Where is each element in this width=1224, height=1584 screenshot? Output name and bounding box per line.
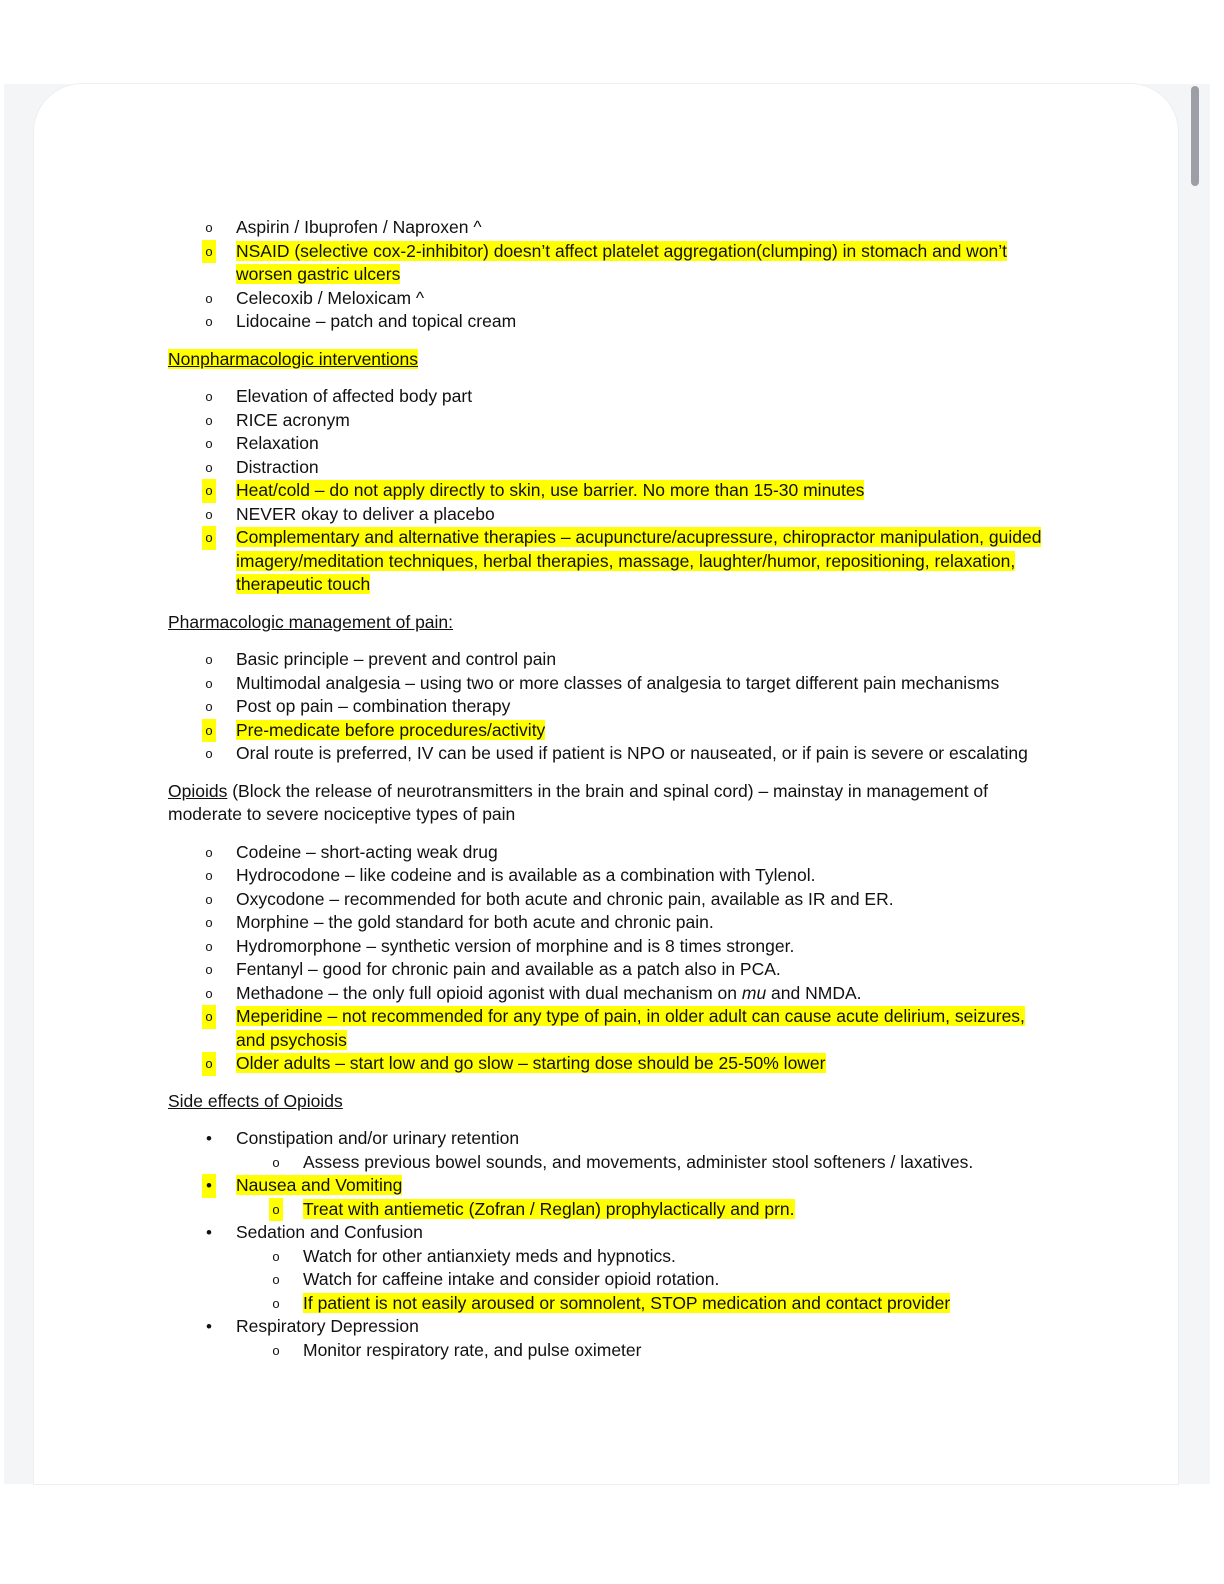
list-item-text: Hydromorphone – synthetic version of morphine and is 8 times stronger.: [236, 935, 795, 956]
methadone-text-end: and NMDA.: [766, 982, 862, 1003]
scrollbar-thumb[interactable]: [1191, 86, 1199, 186]
open-bullet-icon: o: [205, 675, 213, 691]
list-item: [168, 911, 1048, 935]
open-bullet-icon: o: [205, 436, 213, 451]
open-bullet-icon: o: [202, 719, 216, 743]
list-item-text: Morphine – the gold standard for both acute and chronic pain.: [236, 912, 714, 932]
open-bullet-icon: o: [202, 1052, 216, 1076]
sub-list-item: [168, 1268, 1048, 1292]
list-item-text: NSAID (selective cox-2-inhibitor) doesn’t affect platelet aggregation(clumping) in stomach and won’t worsen gastric ulcers: [236, 240, 1008, 284]
disc-bullet-icon: •: [206, 1317, 212, 1336]
scrollbar-track[interactable]: [1184, 84, 1208, 1484]
document-content: [168, 216, 1048, 1362]
list-item-text: Post op pain – combination therapy: [236, 696, 511, 716]
sub-list-item: [168, 1151, 1048, 1175]
list-item: [168, 864, 1048, 888]
list-item: [168, 456, 1048, 480]
open-bullet-icon: o: [205, 459, 213, 475]
list-item: [168, 385, 1048, 409]
list-item-text: Respiratory Depression: [236, 1316, 419, 1336]
list-item-text: [236, 983, 862, 1003]
list-item-text: Fentanyl – good for chronic pain and available as a patch also in PCA.: [236, 959, 781, 979]
list-item: [168, 409, 1048, 433]
side-effects-heading: Side effects of Opioids: [168, 1090, 343, 1111]
open-bullet-icon: o: [272, 1295, 280, 1311]
section-heading: [168, 1090, 1048, 1114]
list-item: [168, 695, 1048, 719]
open-bullet-icon: o: [205, 891, 213, 907]
list-item-text: RICE acronym: [236, 409, 350, 430]
nonpharm-heading: Nonpharmacologic interventions: [168, 348, 418, 369]
open-bullet-icon: o: [272, 1342, 280, 1358]
methadone-text: Methadone – the only full opioid agonist with dual mechanism on: [236, 982, 742, 1003]
list-item: [168, 719, 1048, 743]
open-bullet-icon: o: [205, 412, 213, 428]
open-bullet-icon: o: [205, 868, 213, 883]
list-item-text: Assess previous bowel sounds, and movements, administer stool softeners / laxatives.: [303, 1151, 974, 1172]
disc-bullet-icon: •: [206, 1223, 212, 1242]
sub-list-item: [168, 1292, 1048, 1316]
list-item: [168, 216, 1048, 240]
list-item: [168, 240, 1048, 287]
open-bullet-icon: o: [269, 1198, 283, 1222]
list-item: [168, 958, 1048, 982]
section-heading: [168, 348, 1048, 372]
list-item: [168, 1174, 1048, 1198]
open-bullet-icon: o: [202, 526, 216, 550]
list-item: [168, 672, 1048, 696]
open-bullet-icon: o: [205, 962, 213, 977]
list-item: [168, 982, 1048, 1006]
pharm-heading: Pharmacologic management of pain:: [168, 611, 454, 632]
open-bullet-icon: o: [205, 915, 213, 930]
list-item-text: Pre-medicate before procedures/activity: [236, 719, 546, 740]
list-item: [168, 1052, 1048, 1076]
list-item-text: Older adults – start low and go slow – starting dose should be 25-50% lower: [236, 1053, 826, 1073]
open-bullet-icon: o: [205, 699, 213, 714]
list-item: [168, 479, 1048, 503]
list-item: [168, 1005, 1048, 1052]
opioid-list: [168, 841, 1048, 1076]
nonpharm-list: [168, 385, 1048, 597]
list-item-text: Aspirin / Ibuprofen / Naproxen ^: [236, 217, 482, 237]
list-item-text: Constipation and/or urinary retention: [236, 1128, 520, 1148]
list-item-text: Complementary and alternative therapies – acupuncture/acupressure, chiropractor manipulation, guided imagery/meditation techniques, herbal therapies, massage, laughter/humor, repositioning, relaxation, therapeutic touch: [236, 527, 1042, 594]
list-item: [168, 1127, 1048, 1151]
list-item: [168, 742, 1048, 766]
open-bullet-icon: o: [205, 220, 213, 235]
list-item: [168, 648, 1048, 672]
list-item: [168, 935, 1048, 959]
list-item-text: Lidocaine – patch and topical cream: [236, 311, 517, 331]
section-heading: [168, 611, 1048, 635]
list-item: [168, 526, 1048, 597]
list-item: [168, 888, 1048, 912]
sub-list-item: [168, 1198, 1048, 1222]
open-bullet-icon: o: [205, 389, 213, 404]
list-item-text: Heat/cold – do not apply directly to skin, use barrier. No more than 15-30 minutes: [236, 480, 865, 500]
open-bullet-icon: o: [205, 314, 213, 329]
list-item-text: Oral route is preferred, IV can be used if patient is NPO or nauseated, or if pain is severe or escalating: [236, 743, 1028, 763]
list-item-text: Codeine – short-acting weak drug: [236, 841, 498, 862]
open-bullet-icon: o: [272, 1154, 280, 1170]
list-item: [168, 1221, 1048, 1245]
side-effects-list: [168, 1127, 1048, 1362]
disc-bullet-icon: •: [206, 1129, 212, 1148]
open-bullet-icon: o: [205, 506, 213, 522]
nsaid-list: [168, 216, 1048, 334]
open-bullet-icon: o: [205, 290, 213, 306]
opioids-intro: (Block the release of neurotransmitters in the brain and spinal cord) – mainstay in management of moderate to severe nociceptive types of pain: [168, 780, 989, 824]
list-item-text: Nausea and Vomiting: [236, 1175, 403, 1195]
list-item-text: If patient is not easily aroused or somnolent, STOP medication and contact provider: [303, 1292, 951, 1313]
list-item: [168, 1315, 1048, 1339]
disc-bullet-icon: •: [202, 1174, 216, 1198]
list-item-text: Elevation of affected body part: [236, 386, 473, 406]
open-bullet-icon: o: [205, 652, 213, 667]
open-bullet-icon: o: [205, 938, 213, 954]
list-item: [168, 432, 1048, 456]
list-item-text: Multimodal analgesia – using two or more classes of analgesia to target different pain mechanisms: [236, 672, 1000, 693]
open-bullet-icon: o: [272, 1272, 280, 1287]
methadone-italic: mu: [741, 982, 767, 1003]
list-item-text: Celecoxib / Meloxicam ^: [236, 287, 425, 308]
open-bullet-icon: o: [205, 844, 213, 860]
sub-list-item: [168, 1339, 1048, 1363]
list-item-text: Sedation and Confusion: [236, 1222, 423, 1242]
list-item-text: Distraction: [236, 456, 319, 477]
list-item-text: NEVER okay to deliver a placebo: [236, 503, 495, 524]
open-bullet-icon: o: [202, 479, 216, 503]
opioids-paragraph: [168, 780, 1048, 827]
list-item-text: Hydrocodone – like codeine and is available as a combination with Tylenol.: [236, 865, 816, 885]
pharm-list: [168, 648, 1048, 766]
list-item-text: Meperidine – not recommended for any type of pain, in older adult can cause acute delirium, seizures, and psychosis: [236, 1006, 1025, 1050]
list-item: [168, 310, 1048, 334]
list-item: [168, 287, 1048, 311]
list-item-text: Monitor respiratory rate, and pulse oximeter: [303, 1339, 642, 1360]
open-bullet-icon: o: [205, 746, 213, 761]
list-item-text: Relaxation: [236, 433, 319, 453]
sub-list-item: [168, 1245, 1048, 1269]
list-item-text: Watch for caffeine intake and consider opioid rotation.: [303, 1269, 720, 1289]
list-item-text: Watch for other antianxiety meds and hypnotics.: [303, 1245, 676, 1266]
list-item: [168, 841, 1048, 865]
opioids-heading: Opioids: [168, 780, 228, 801]
open-bullet-icon: o: [272, 1248, 280, 1264]
list-item: [168, 503, 1048, 527]
open-bullet-icon: o: [202, 240, 216, 264]
list-item-text: Basic principle – prevent and control pain: [236, 649, 557, 669]
open-bullet-icon: o: [205, 985, 213, 1001]
list-item-text: Oxycodone – recommended for both acute and chronic pain, available as IR and ER.: [236, 888, 894, 909]
open-bullet-icon: o: [202, 1005, 216, 1029]
list-item-text: Treat with antiemetic (Zofran / Reglan) prophylactically and prn.: [303, 1198, 795, 1219]
